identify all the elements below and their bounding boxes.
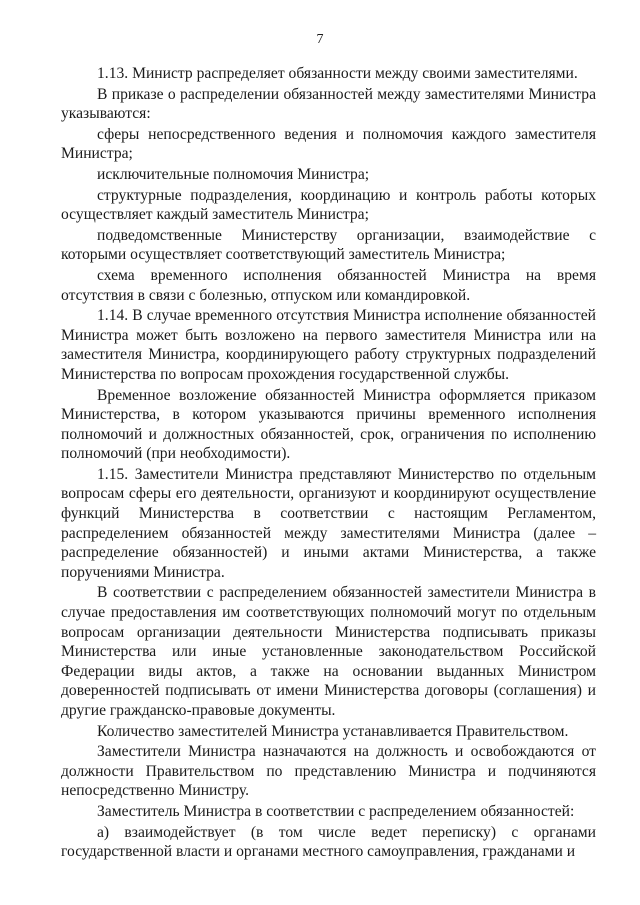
paragraph-list-exclusive: исключительные полномочия Министра; <box>97 165 370 183</box>
paragraph-1-13: 1.13. Министр распределяет обязанности между своими заместителями. <box>97 65 578 82</box>
paragraph-list-scheme: схема временного исполнения обязанностей Министра на время отсутствия в связи с болезнью, отпуском или командировкой. <box>61 266 596 304</box>
paragraph-appointment: Заместители Министра назначаются на должность и освобождаются от должности Правительством по представлению Министра и подчиняются непосредственно Министру. <box>61 743 596 800</box>
paragraph-1-14: 1.14. В случае временного отсутствия Министра исполнение обязанностей Министра может быть возложено на первого заместителя Министра или на заместителя Министра, координирующего работу структурных подразделений Министерства по вопросам прохождения государственной службы. <box>61 307 596 383</box>
paragraph-list-divisions: структурные подразделения, координацию и контроль работы которых осуществляет каждый заместитель Министра; <box>61 186 596 224</box>
paragraph-1-15: 1.15. Заместители Министра представляют Министерство по отдельным вопросам сферы его деятельности, организуют и координируют осуществление функций Министерства в соответствии с настоящим Регламентом, распределением обязанностей между заместителями Министра (далее – распределение обязанностей) и иными актами Министерства, а также поручениями Министра. <box>61 465 596 581</box>
paragraph-deputy-duties-intro: Заместитель Министра в соответствии с распределением обязанностей: <box>97 802 575 820</box>
paragraph-temporary-duties: Временное возложение обязанностей Министра оформляется приказом Министерства, в котором указываются причины временного исполнения полномочий и должностных обязанностей, срок, ограничения по исполнению полномочий (при необходимости). <box>61 386 596 463</box>
paragraph-signing-powers: В соответствии с распределением обязанностей заместители Министра в случае предоставления им соответствующих полномочий могут по отдельным вопросам организации деятельности Министерства подписывать приказы Министерства или иные установленные законодательством Российской Федерации виды актов, а также на основании выданных Министром доверенностей подписывать от имени Министерства договоры (соглашения) и другие гражданско-правовые документы. <box>61 584 596 719</box>
paragraph-item-a: а) взаимодействует (в том числе ведет переписку) с органами государственной власти и органами местного самоуправления, гражданами и <box>61 823 596 861</box>
page-number: 7 <box>316 32 324 47</box>
paragraph-list-organizations: подведомственные Министерству организации, взаимодействие с которыми осуществляет соответствующий заместитель Министра; <box>61 226 596 264</box>
paragraph-list-spheres: сферы непосредственного ведения и полномочия каждого заместителя Министра; <box>61 125 596 163</box>
paragraph-order-intro: В приказе о распределении обязанностей между заместителями Министра указываются: <box>61 85 596 123</box>
paragraph-deputy-count: Количество заместителей Министра устанавливается Правительством. <box>97 722 569 740</box>
document-body <box>61 64 596 862</box>
